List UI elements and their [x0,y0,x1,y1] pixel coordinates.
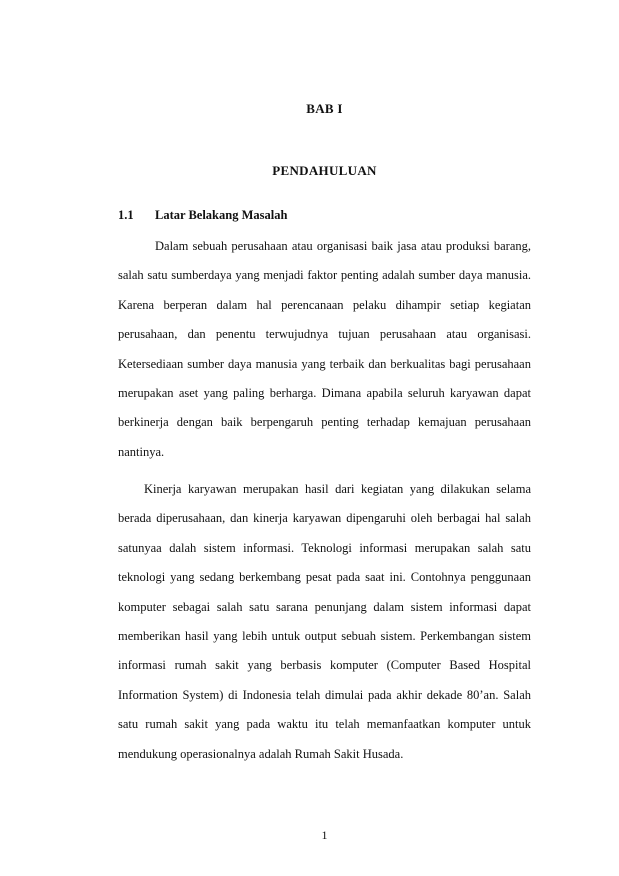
section-number: 1.1 [118,208,134,222]
page-number: 1 [321,828,328,842]
chapter-number: BAB I [306,101,343,116]
paragraph-2: Kinerja karyawan merupakan hasil dari kegiatan yang dilakukan selama berada diperusahaan, dan kinerja karyawan dipengaruhi oleh berbagai hal salah satunyaa dalah sistem informasi. Teknologi informasi merupakan salah satu teknologi yang sedang berkembang pesat pada saat ini. Contohnya penggunaan komputer sebagai salah satu sarana penunjang dalam sistem informasi dapat memberikan hasil yang lebih untuk output sebuah sistem. Perkembangan sistem informasi rumah sakit yang berbasis komputer (Computer Based Hospital Information System) di Indonesia telah dimulai pada akhir dekade 80’an. Salah satu rumah sakit yang pada waktu itu telah memanfaatkan komputer untuk mendukung operasionalnya adalah Rumah Sakit Husada. [118,482,531,761]
paragraph-1: Dalam sebuah perusahaan atau organisasi baik jasa atau produksi barang, salah satu sumberdaya yang menjadi faktor penting adalah sumber daya manusia. Karena berperan dalam hal perencanaan pelaku dihampir setiap kegiatan perusahaan, dan penentu terwujudnya tujuan perusahaan atau organisasi. Ketersediaan sumber daya manusia yang terbaik dan berkualitas bagi perusahaan merupakan aset yang paling berharga. Dimana apabila seluruh karyawan dapat berkinerja dengan baik berpengaruh penting terhadap kemajuan perusahaan nantinya. [118,239,531,459]
section-heading [118,208,287,223]
chapter-title: PENDAHULUAN [272,163,377,178]
section-title: Latar Belakang Masalah [155,208,288,222]
